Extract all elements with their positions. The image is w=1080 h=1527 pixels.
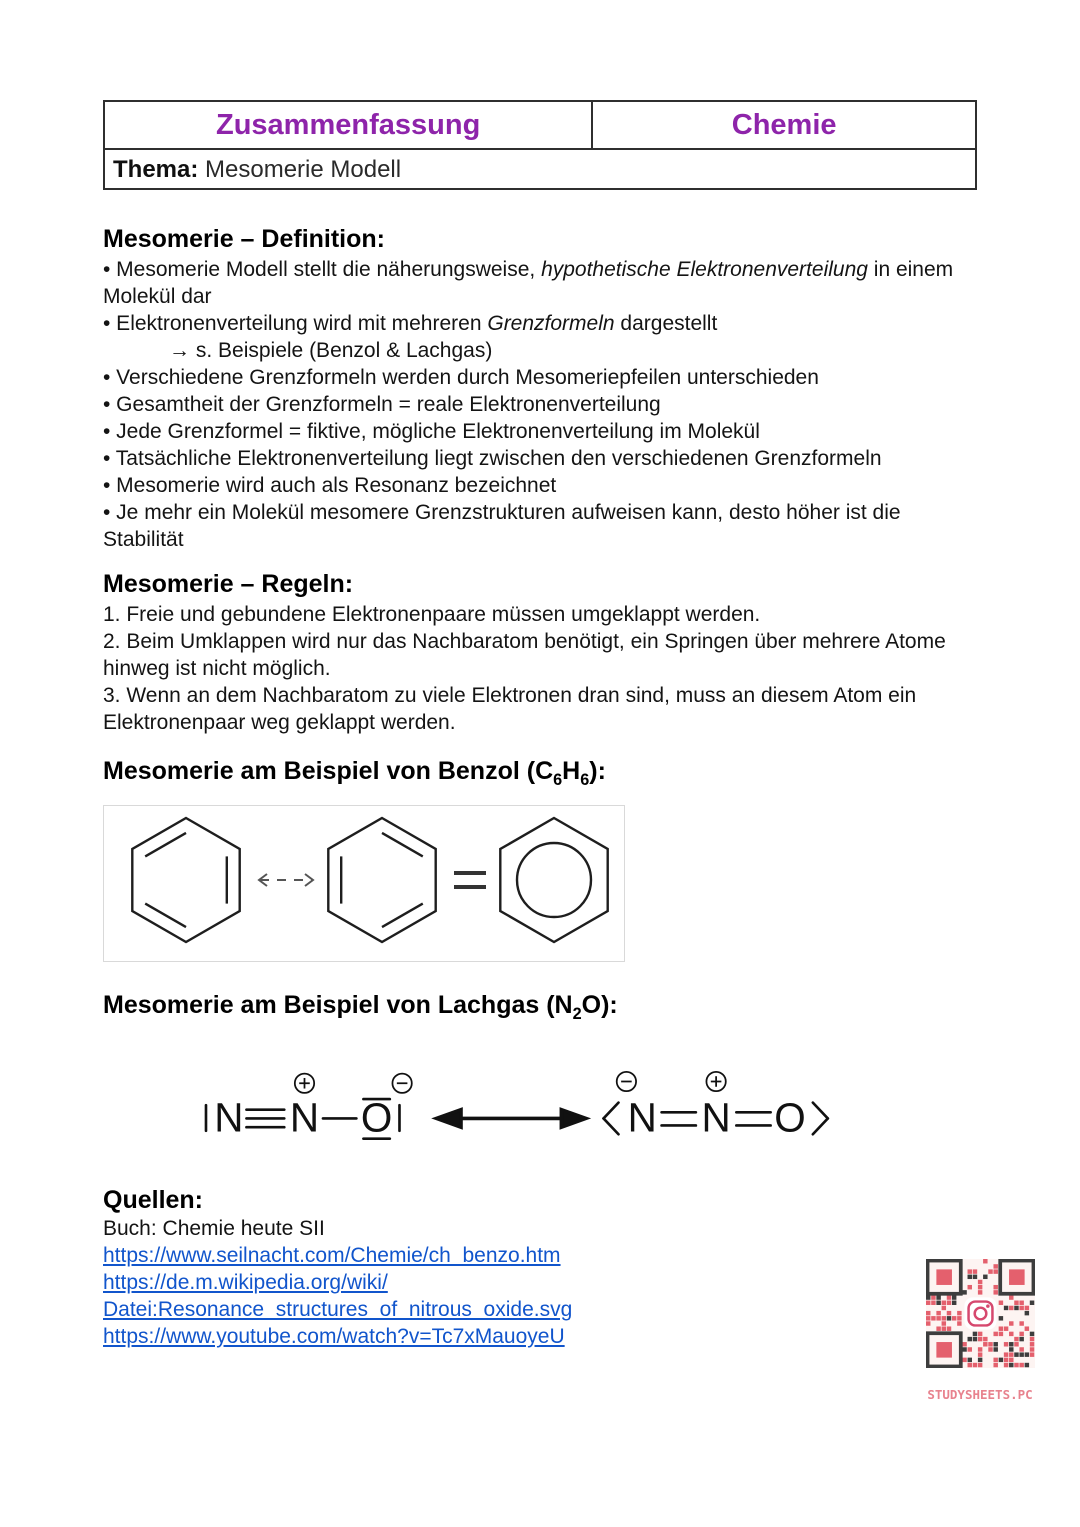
equals-icon (454, 873, 486, 887)
instagram-icon (964, 1297, 996, 1329)
qr-block (918, 1256, 1042, 1408)
thema-row (104, 149, 976, 189)
thema-value: Mesomerie Modell (198, 155, 402, 183)
definition-bullet: • Tatsächliche Elektronenverteilung liegt zwischen den verschiedenen Grenzformeln (103, 447, 882, 470)
source-link[interactable]: Datei:Resonance_structures_of_nitrous_oxide.svg (103, 1298, 573, 1321)
definition-bullet: • Gesamtheit der Grenzformeln = reale Elektronenverteilung (103, 393, 661, 416)
qr-code (923, 1256, 1038, 1378)
atom-label: N (289, 1094, 320, 1141)
definition-bullet: • Elektronenverteilung wird mit mehreren Grenzformeln dargestellt (103, 312, 718, 335)
definition-bullet: • Jede Grenzformel = fiktive, mögliche Elektronenverteilung im Molekül (103, 420, 760, 443)
source-link-line (103, 1296, 977, 1323)
atom-label: N (214, 1094, 244, 1141)
source-link-line (103, 1269, 977, 1296)
atom-label: O (774, 1094, 806, 1141)
sources-heading: Quellen: (103, 1186, 204, 1214)
source-link-line (103, 1323, 977, 1350)
plus-charge-icon (295, 1074, 314, 1093)
rules-heading: Mesomerie – Regeln: (103, 570, 354, 598)
source-link-line (103, 1242, 977, 1269)
source-link[interactable]: https://www.seilnacht.com/Chemie/ch_benzo.htm (103, 1244, 561, 1267)
source-link[interactable]: https://de.m.wikipedia.org/wiki/ (103, 1271, 388, 1294)
rule-item: 3. Wenn an dem Nachbaratom zu viele Elektronen dran sind, muss an diesem Atom ein Elektronenpaar weg geklappt werden. (103, 684, 917, 734)
subject-title: Chemie (592, 101, 976, 149)
benzene-resonance-diagram (103, 805, 625, 962)
book-source: Buch: Chemie heute SII (103, 1217, 325, 1240)
header-table (103, 100, 977, 190)
plus-charge-icon (706, 1072, 725, 1091)
hexagon-delocalized (500, 818, 607, 942)
rule-item: 2. Beim Umklappen wird nur das Nachbaratom benötigt, ein Springen über mehrere Atome hinweg ist nicht möglich. (103, 630, 946, 680)
atom-label: N (701, 1094, 731, 1141)
definition-bullet: • Je mehr ein Molekül mesomere Grenzstrukturen aufweisen kann, desto höher ist die Stabilität (103, 501, 901, 551)
hexagon-kekule-2 (328, 818, 435, 942)
resonance-arrow-icon (259, 874, 313, 886)
source-links (103, 1242, 977, 1350)
doc-type-title: Zusammenfassung (104, 101, 592, 149)
definition-heading: Mesomerie – Definition: (103, 225, 385, 253)
document-page (103, 100, 977, 1350)
atom-label: N (627, 1094, 657, 1141)
source-link[interactable]: https://www.youtube.com/watch?v=Tc7xMauoyeU (103, 1325, 565, 1348)
definition-bullet: • Mesomerie Modell stellt die näherungsweise, hypothetische Elektronenverteilung in einem Molekül dar (103, 258, 954, 308)
resonance-arrow-icon (436, 1110, 586, 1128)
definition-bullet: • Verschiedene Grenzformeln werden durch Mesomeriepfeilen unterschieden (103, 366, 819, 389)
definition-list (103, 256, 977, 553)
benzene-heading: Mesomerie am Beispiel von Benzol $(C_6H_6)$: (103, 757, 606, 789)
benzene-svg (114, 810, 614, 950)
qr-caption: STUDYSHEETS.PC (927, 1387, 1033, 1402)
thema-label: Thema: (113, 155, 199, 183)
definition-bullet: • Mesomerie wird auch als Resonanz bezeichnet (103, 474, 557, 497)
n2o-svg (111, 1054, 841, 1160)
minus-charge-icon (392, 1074, 411, 1093)
rule-item: 1. Freie und gebundene Elektronenpaare müssen umgeklappt werden. (103, 603, 761, 626)
atom-label: O (360, 1094, 393, 1141)
definition-bullet: → s. Beispiele (Benzol & Lachgas) (169, 339, 493, 362)
minus-charge-icon (617, 1072, 636, 1091)
hexagon-kekule-1 (132, 818, 239, 942)
n2o-resonance-diagram (111, 1054, 977, 1167)
lachgas-heading: Mesomerie am Beispiel von Lachgas $(N_2O)$: (103, 991, 618, 1023)
rules-list (103, 601, 977, 736)
